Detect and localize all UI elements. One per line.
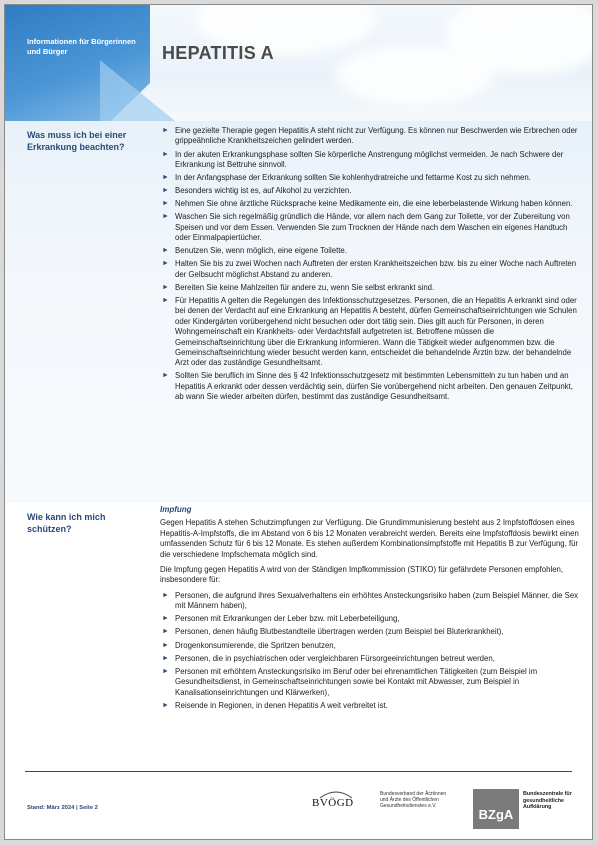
page-title: HEPATITIS A bbox=[162, 43, 274, 63]
list-item bbox=[160, 667, 580, 698]
footer-stand-label: Stand: März 2024 | Seite 2 bbox=[27, 805, 98, 811]
arrow-right-icon: ► bbox=[162, 187, 169, 195]
audience-label: Informationen für Bürgerinnen und Bürger bbox=[27, 37, 136, 56]
arrow-right-icon: ► bbox=[162, 174, 169, 181]
list-item bbox=[160, 126, 580, 147]
illness-advice-list bbox=[160, 126, 580, 403]
list-item bbox=[160, 150, 580, 171]
list-item-text: Waschen Sie sich regelmäßig gründlich die Hände, vor allem nach dem Gang zur Toilette, vor der Zubereitung von Speisen und vor dem Essen. Verwenden Sie zum Trocknen der Hände nach dem Waschen ein eigenes Handtuch oder Einmalpapiertücher. bbox=[175, 212, 570, 243]
stiko-paragraph: Die Impfung gegen Hepatitis A wird von der Ständigen Impfkommission (STIKO) für gefährdete Personen empfohlen, insbesondere für: bbox=[160, 565, 564, 585]
section-illness-heading: Was muss ich bei einer Erkrankung beachten? bbox=[27, 130, 127, 152]
arrow-right-icon: ► bbox=[162, 372, 169, 380]
list-item-text: Besonders wichtig ist es, auf Alkohol zu verzichten. bbox=[175, 186, 352, 196]
list-item bbox=[160, 701, 580, 711]
list-item bbox=[160, 654, 580, 664]
list-item-text: Personen mit Erkrankungen der Leber bzw. mit Leberbeteiligung, bbox=[175, 614, 400, 624]
list-item bbox=[160, 199, 580, 209]
arrow-right-icon: ► bbox=[162, 283, 169, 291]
section-illness-content bbox=[160, 126, 580, 405]
arrow-right-icon: ► bbox=[162, 296, 169, 304]
list-item bbox=[160, 186, 580, 196]
list-item-text: Personen mit erhöhtem Ansteckungsrisiko im Beruf oder bei ehrenamtlichen Tätigkeiten (zum Beispiel im Gesundheitsdienst, in Gemeinschaftseinrichtungen sowie bei Kontakt mit Abwasser, zum Beispiel in Kanalisationseinrichtungen und Klärwerken), bbox=[175, 666, 538, 697]
list-item-text: Personen, denen häufig Blutbestandteile übertragen werden (zum Beispiel bei Bluterkrankheit), bbox=[175, 627, 504, 637]
arrow-right-icon: ► bbox=[162, 150, 169, 158]
list-item bbox=[160, 591, 580, 612]
arrow-right-icon: ► bbox=[162, 591, 169, 599]
list-item bbox=[160, 283, 580, 293]
footer-divider bbox=[25, 771, 572, 772]
arrow-right-icon: ► bbox=[162, 667, 169, 675]
arrow-right-icon: ► bbox=[162, 641, 169, 649]
list-item-text: Drogenkonsumierende, die Spritzen benutzen, bbox=[175, 640, 336, 650]
list-item bbox=[160, 371, 580, 402]
section-protection-content bbox=[160, 505, 580, 714]
arrow-right-icon: ► bbox=[162, 260, 169, 268]
section-protection-heading: Wie kann ich mich schützen? bbox=[27, 512, 106, 534]
list-item-text: Halten Sie bis zu zwei Wochen nach Auftreten der ersten Krankheitszeichen bzw. bis zu einer Woche nach Auftreten der Gelbsucht möglichst Abstand zu anderen. bbox=[175, 259, 577, 279]
list-item-text: Sollten Sie beruflich im Sinne des § 42 Infektionsschutzgesetz mit bestimmten Lebensmitteln zu tun haben und an Hepatitis A erkrankt oder dessen verdächtig sein, dürfen Sie vorübergehend nicht arbeiten. Den genauen Zeitpunkt, ab wann Sie wieder arbeiten dürfen, bestimmt das zuständige Gesundheitsamt. bbox=[175, 371, 573, 402]
arrow-right-icon: ► bbox=[162, 615, 169, 623]
list-item bbox=[160, 641, 580, 651]
arrow-right-icon: ► bbox=[162, 701, 169, 709]
list-item bbox=[160, 296, 580, 369]
arrow-right-icon: ► bbox=[162, 127, 169, 134]
vaccination-subheading: Impfung bbox=[160, 505, 192, 514]
arrow-right-icon: ► bbox=[162, 200, 169, 208]
list-item bbox=[160, 614, 580, 624]
list-item-text: Reisende in Regionen, in denen Hepatitis A weit verbreitet ist. bbox=[175, 700, 388, 710]
list-item-text: Benutzen Sie, wenn möglich, eine eigene Toilette. bbox=[175, 246, 347, 256]
list-item bbox=[160, 259, 580, 280]
list-item-text: Eine gezielte Therapie gegen Hepatitis A steht nicht zur Verfügung. Es können nur Beschwerden wie Erbrechen oder grippeähnliche Krankheitszeichen gelindert werden. bbox=[175, 126, 578, 146]
list-item bbox=[160, 246, 580, 256]
list-item-text: Für Hepatitis A gelten die Regelungen des Infektionsschutzgesetzes. Personen, die an Hepatitis A erkrankt sind oder bei denen der Verdacht auf eine Erkrankung an Hepatitis A besteht, dürfen Gemeinschaftseinrichtungen wie Schulen oder Kindergärten vorübergehend nicht besuchen oder dort tätig sein. Dies gilt auch für Personen, in deren Wohngemeinschaft ein Krankheits- oder Verdachtsfall aufgetreten ist. Betroffene müssen die Gemeinschaftseinrichtung über die Erkrankung informieren. Wann die Tätigkeit wieder aufgenommen bzw. die Gemeinschaftseinrichtung wieder besucht werden kann, entscheidet die behandelnde Ärztin bzw. der behandelnde Arzt oder das zuständige Gesundheitsamt. bbox=[175, 295, 577, 368]
bvoegd-logo-text: Bundesverband der Ärztinnen und Ärzte des Öffentlichen Gesundheitsdienstes e.V. bbox=[380, 791, 447, 810]
list-item bbox=[160, 173, 580, 183]
page-header bbox=[5, 5, 592, 125]
list-item bbox=[160, 212, 580, 243]
arrow-right-icon: ► bbox=[162, 628, 169, 636]
list-item-text: Personen, die in psychiatrischen oder vergleichbaren Fürsorgeeinrichtungen betreut werden, bbox=[175, 653, 495, 663]
list-item-text: Bereiten Sie keine Mahlzeiten für andere zu, wenn Sie selbst erkrankt sind. bbox=[175, 282, 435, 292]
list-item-text: In der Anfangsphase der Erkrankung sollten Sie kohlenhydratreiche und fettarme Kost zu sich nehmen. bbox=[175, 173, 531, 182]
arrow-right-icon: ► bbox=[162, 654, 169, 662]
list-item-text: In der akuten Erkrankungsphase sollten Sie körperliche Anstrengung möglichst vermeiden. Je nach Schwere der Erkrankung ist Bettruhe sinnvoll. bbox=[175, 149, 564, 169]
list-item bbox=[160, 627, 580, 637]
bzga-logo-mark: BZgA bbox=[473, 789, 519, 829]
bvoegd-logo bbox=[312, 789, 447, 829]
bvoegd-logo-mark: BVÖGD bbox=[312, 797, 354, 809]
bzga-logo bbox=[473, 789, 583, 829]
list-item-text: Personen, die aufgrund ihres Sexualverhaltens ein erhöhtes Ansteckungsrisiko haben (zum Beispiel Männer, die Sex mit Männern haben), bbox=[175, 590, 579, 611]
vaccination-paragraph: Gegen Hepatitis A stehen Schutzimpfungen zur Verfügung. Die Grundimmunisierung besteht aus 2 Impfstoffdosen eines Hepatitis-A-Impfstoffs, die im Abstand von 6 bis 12 Monaten verabreicht werden. Bereits eine Impfstoffdosis bewirkt einen umfassenden Schutz für 6 bis 12 Monate. Es stehen außerdem Kombinationsimpfstoffe mit Hepatitis B zur Verfügung, für die verschiedene Impfschemata möglich sind. bbox=[160, 518, 579, 559]
risk-groups-list bbox=[160, 591, 580, 711]
list-item-text: Nehmen Sie ohne ärztliche Rücksprache keine Medikamente ein, die eine leberbelastende Wirkung haben können. bbox=[175, 199, 573, 209]
arrow-right-icon: ► bbox=[162, 213, 169, 221]
arrow-right-icon: ► bbox=[162, 247, 169, 255]
document-page bbox=[4, 4, 593, 840]
bzga-logo-text: Bundeszentrale für gesundheitliche Aufklärung bbox=[523, 791, 572, 811]
